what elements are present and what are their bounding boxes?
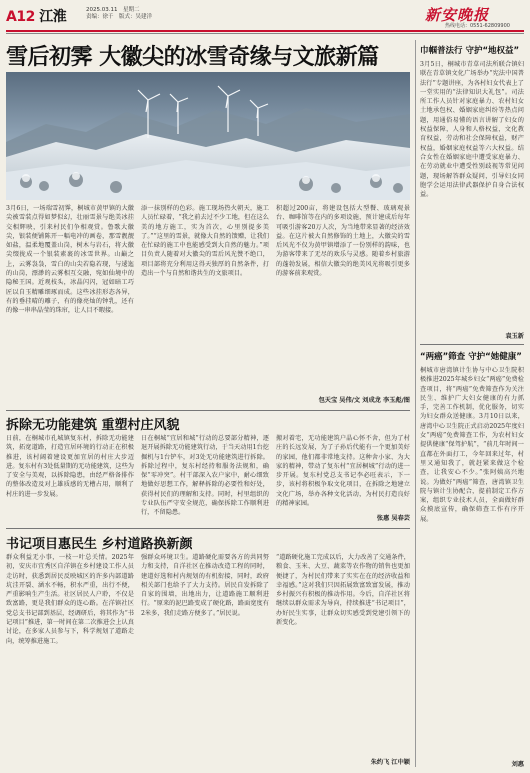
story3-byline: 朱约飞 江中颖 — [370, 759, 410, 766]
sidebar1-byline: 袁玉新 — [505, 333, 524, 340]
header-rule — [6, 30, 524, 32]
story2-byline: 张惠 吴春芸 — [376, 515, 410, 522]
header-rule-thin — [6, 33, 524, 34]
story2-col1: 日前，在桐城市孔城镇复东村，拆除无功能建筑，拓宽道路，打造宜居环境的行动正在积极推进，该村阔着建设更加宜居的村庄大步迈进。复东村有3处低量期的无功能建筑，这些为了安全与美观，以拆除隐患，由经严格备排作的整体改造及对上雄质感的无槽占用，顺利了村庄的进一步发展。 — [6, 435, 134, 498]
lead-story-byline: 包天宝 吴伟/文 刘成龙 李玉彪/图 — [318, 397, 410, 404]
lead-story-title: 雪后初霁 大徽尖的冰雪奇缘与文旅新篇 — [6, 45, 379, 70]
page-number — [6, 6, 66, 26]
story2-title: 拆除无功能建筑 重塑村庄风貌 — [6, 418, 180, 433]
snowy-mountain-wind-turbines-icon — [6, 72, 410, 200]
sidebar2-title: “两癌”筛查 守护“她健康” — [420, 352, 522, 362]
newspaper-logo: 新安晚报 — [425, 6, 490, 24]
page-section: 江淮 — [39, 9, 67, 25]
story2-col3: 搬对着宅，无功能建筑户晶心怀不舍，但为了村庄的长远发展，为了子孙后代能有一个更加美好的家园，他们都非常地支持。这种舍小家、为大家的精神，带动了复东村“宜居桐城”行动的进一步开展。复东村党总支书记李必旺表示，下一步，该村将积极争取文化项目，在拆除之地建立文化广场，举办各种文化活动，为村民打造良好的精神家园。 — [276, 435, 410, 508]
story2-col2: 日在桐城“宜居和城”行动的总要部分精神，逐退开展拆除无功能建筑行动，于当天动用1台挖掘机与1台铲车，对3处无功能建筑进行拆除。拆除过程中，复东村经持和服务法规和，确保“零冲突”。村干部深入农户家中，耐心细致地做好思想工作，解释拆除的必要性和好处，获得村民们的理解和支持。同时，村里组织的专业队伍严守安全规范，确保拆除工作顺利进行，不留隐患。 — [141, 435, 269, 517]
snowy-mountain-photo — [6, 72, 410, 200]
section-divider — [6, 410, 410, 411]
page-editors: 责编：徐千 版式：吴建洋 — [86, 14, 153, 20]
lead-story-col3: 积超过200亩，将建设包括大型餐、玻璃观景台、咖啡馆等在内的多项设施，预计建成后每年可吸引游客20万人次，为当地带来显著的经济效益。在这片被大自然修饰的土地上，大徽尖的雪后风光不仅为黄甲镇增添了一份别样的韵味，也为游客带来了无尽的欢乐与灵感。随着乡村旅游的蓬勃发展，相信大徽尖的绝美风光将吸引更多的游客前来观赏。 — [276, 205, 410, 278]
story3-col3: “道路硬化施工完成以后，大力改善了交通条件，粮食、玉米、大豆、蔬菜等农作物的销售也更加便捷了，为村民们带来了实实在在的经济收益和幸福感。”这对我们只因拓展致富致富发展，推动乡村振兴有积极的推动作用。今后，自洋社区将继续以群众需求为导向，持续推进“书记项目”，办好民生实事，让群众切实感受到党建引领下的新变化。 — [276, 554, 410, 627]
page-date: 2025.03.11 星期二 — [86, 7, 140, 13]
page-meta — [86, 7, 152, 21]
sidebar-divider-h — [420, 344, 524, 345]
story3-title: 书记项目惠民生 乡村道路换新颜 — [6, 537, 193, 552]
lead-story-col2: 添一抹别样的色彩。施工现场热火朝天，施工人员忙碌着，“我之前去过不少工地，但在这么美的地方施工，实为首次，心里别提多美了。”“这里的雪景，就像大自然的馈赠，让我们在忙碌的施工中也能感受到大自然的魅力。”项目负责人随着对大徽尖的雪后风光赞不绝口，项目部将充分利用这得天独厚的自然条件，打造出一个与自然和谐共生的文旅项目。 — [141, 205, 269, 278]
lead-story-col1: 3月6日，一场瑞雪初霁，桐城市黄甲镇的大徽尖被雪装点得如梦似幻，壮丽雪景与绝美冰挂交相辉映，引来村民们争相观赏。鲁歌大徽尖，银装便铺陈开一幅电冲的画卷，那雪靓靓如盐，温柔地覆盖山岗，树木与岩石，将大徽尖缀拢成一个银装素裹的冰雪世界。山巅之上，云雾袅袅，雪白的山尖若隐若现，与逶迤的山岗，漂渺的云雾相互交融，宛如仙境中的隐秘王国。近观枝头，冰晶闪闪，冠如暗工巧匠以自玉精雕细琢而成。这些冰挂形态各异，有的垂挂晴的雕子，有的像亮灿的钟乳，还有的像一串串晶莹的珠帘，让人目不暇接。 — [6, 205, 134, 315]
section-divider — [6, 528, 410, 529]
story3-col1: 群众利益无小事，一枝一叶总关情。2025年初，安庆市宜秀区自洋镇在乡村建设工作人员走访时，获悉到居民反映城区的许多内部道路坑洼开裂、涵水不畅，积水严重，出行不便，严重影响生产生活。社区居民人户聆，不仅是致富路，更是我们群众的连心路。在洋镇社区党总支书记部到基层，经调研后，将其作为“书记项目”推进，第一时间在第二次推进会上认真讨论，在多家人员参与下，科学规划了道路走向，统筹推进施工。 — [6, 554, 134, 645]
sidebar1-body: 3月5日，桐城市青草司法所联合镇妇联在青草镇文化广场举办“宪法中国普法行”专题讲座，为各村妇女代表上了一堂实用的“法律知识大礼包”。司法所工作人员针对家庭暴力、农村妇女土地承包权、婚姻家庭纠纷等热点问题，用通俗易懂的语言讲解了妇女的权益保障，人身和人格权益，文化教育权益，劳动和社会保障权益，财产权益，婚姻家庭权益等六大权益。结合女性在婚姻家庭中遭受家庭暴力、在劳动就业中遭受性别歧视等常见问题，现场解答群众疑问，引导妇女同胞学会运用法律武器保护自身合法权益。 — [420, 61, 524, 199]
sidebar-divider — [415, 40, 416, 767]
page-number-value: A12 — [6, 9, 35, 25]
sidebar1-title: 巾帼普法行 守护“地权益” — [420, 46, 520, 56]
sidebar2-byline: 刘惠 — [511, 761, 524, 768]
story3-col2: 强群众环境卫生。道路硬化需要各方的共同努力和支持，自洋社区在推动改造工程的同时，建道好选和村内规划的有机衔接，同时，政府相关部门也给予了大力支持。居民自发拆除了自家的围墙，出地出力，让道路施工顺利进行。“原来的泥巴路变成了硬化路，路面宽度有2米多，我们走路方便多了。”居民说。 — [141, 554, 269, 617]
sidebar2-body: 桐城市唐湾镇计生协与中心卫生院积极推进2025年城乡妇女“两癌”免费检查项目，将“两癌”免费筛查作为关注民生、维护广大妇女健康的有力抓手，完善工作机制，优化服务，切实为妇女群众送健康。3月10日以来，唐湾中心卫生院正式启动2025年度妇女“两癌”免费筛查工作，为农村妇女提供健康“保驾护航”，“前几年时间一直都在外面打工，今年回来过年，村里又通知我了，就赶紧来做这个检查，让我安心不少。”张阿姨高兴地说。为做好“两癌”筛查，唐湾镇卫生院与镇计生协配合，提前制定工作方案，组织专业技术人员，全面做好群众摸底宣传，确保筛查工作有序开展。 — [420, 367, 524, 523]
hotline: 热线电话：0551-62809900 — [445, 23, 510, 29]
